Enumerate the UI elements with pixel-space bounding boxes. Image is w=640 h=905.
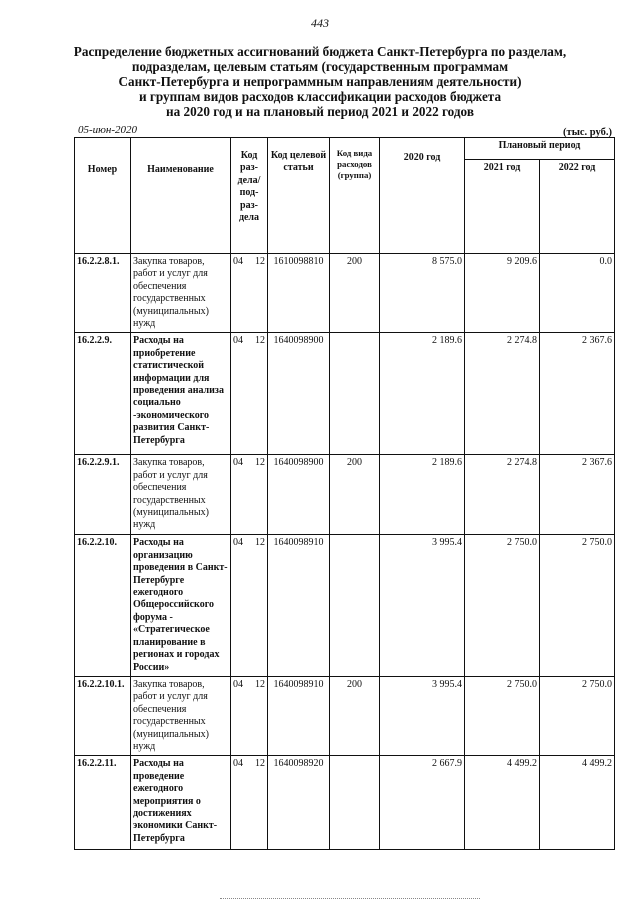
- row-2021: 2 750.0: [465, 535, 540, 676]
- podrazdel-code: 12: [255, 256, 265, 267]
- row-vid: [330, 333, 380, 455]
- row-number: 16.2.2.10.: [75, 535, 131, 676]
- table-row: [75, 333, 615, 455]
- razdel-code: 04: [233, 678, 243, 690]
- row-2020: 2 189.6: [380, 333, 465, 455]
- title-line: на 2020 год и на плановый период 2021 и 2022 годов: [166, 104, 474, 119]
- document-title: [60, 44, 580, 119]
- header-2022: 2022 год: [540, 160, 615, 254]
- table-row: [75, 676, 615, 755]
- row-number: 16.2.2.9.1.: [75, 455, 131, 535]
- table-row: [75, 254, 615, 333]
- row-number: 16.2.2.11.: [75, 756, 131, 850]
- row-vid: 200: [330, 676, 380, 755]
- table-row: [75, 756, 615, 850]
- row-number: 16.2.2.9.: [75, 333, 131, 455]
- row-2020: 3 995.4: [380, 676, 465, 755]
- row-razdel: [231, 333, 268, 455]
- row-statya: 1640098900: [268, 333, 330, 455]
- title-line: Распределение бюджетных ассигнований бюджета Санкт-Петербурга по разделам,: [73, 44, 567, 59]
- row-name: Закупка товаров, работ и услуг для обеспечения государственных (муниципальных) нужд: [131, 676, 231, 755]
- header-planned-period: Плановый период: [465, 138, 615, 160]
- header-name: Наименование: [131, 138, 231, 254]
- table-row: [75, 455, 615, 535]
- row-statya: 1640098910: [268, 535, 330, 676]
- podrazdel-code: 12: [255, 335, 265, 347]
- podrazdel-code: 12: [255, 758, 265, 770]
- title-line: подразделам, целевым статьям (государственным программам: [131, 59, 509, 74]
- razdel-code: 04: [233, 758, 243, 770]
- row-name: Расходы на приобретение статистической информации для проведения анализа социально -экономического развития Санкт-Петербурга: [131, 333, 231, 455]
- razdel-code: 04: [233, 537, 243, 549]
- page-number: 443: [311, 16, 329, 30]
- document-date: 05-июн-2020: [78, 124, 138, 136]
- row-name: Расходы на организацию проведения в Санкт-Петербурге ежегодного Общероссийского форума - «Стратегическое планирование в регионах и городах России»: [131, 535, 231, 676]
- row-vid: 200: [330, 455, 380, 535]
- row-2022: 2 367.6: [540, 455, 615, 535]
- scan-artifact-divider: [220, 898, 480, 900]
- row-statya: 1640098910: [268, 676, 330, 755]
- title-line: Санкт-Петербурга и непрограммным направлениям деятельности): [118, 74, 522, 89]
- budget-table: [74, 137, 615, 850]
- row-2022: 2 750.0: [540, 676, 615, 755]
- row-2022: 4 499.2: [540, 756, 615, 850]
- title-line: и группам видов расходов классификации расходов бюджета: [138, 89, 502, 104]
- row-2020: 8 575.0: [380, 254, 465, 333]
- row-2021: 2 750.0: [465, 676, 540, 755]
- row-2020: 2 189.6: [380, 455, 465, 535]
- header-nomer: Номер: [75, 138, 131, 254]
- header-2021: 2021 год: [465, 160, 540, 254]
- header-vid: Код вида расходов (группа): [330, 138, 380, 254]
- units-label: (тыс. руб.): [563, 127, 612, 138]
- row-statya: 1610098810: [268, 254, 330, 333]
- razdel-code: 04: [233, 457, 243, 469]
- row-2022: 2 750.0: [540, 535, 615, 676]
- row-name: Закупка товаров, работ и услуг для обеспечения государственных (муниципальных) нужд: [131, 254, 231, 333]
- podrazdel-code: 12: [255, 678, 265, 690]
- row-vid: [330, 756, 380, 850]
- row-2021: 2 274.8: [465, 455, 540, 535]
- row-razdel: [231, 254, 268, 333]
- row-2021: 4 499.2: [465, 756, 540, 850]
- row-razdel: [231, 535, 268, 676]
- row-name: Закупка товаров, работ и услуг для обеспечения государственных (муниципальных) нужд: [131, 455, 231, 535]
- row-name: Расходы на проведение ежегодного мероприятия о достижениях экономики Санкт-Петербурга: [131, 756, 231, 850]
- row-2020: 2 667.9: [380, 756, 465, 850]
- row-vid: 200: [330, 254, 380, 333]
- row-2022: 0.0: [540, 254, 615, 333]
- row-razdel: [231, 756, 268, 850]
- row-2020: 3 995.4: [380, 535, 465, 676]
- row-2021: 9 209.6: [465, 254, 540, 333]
- row-statya: 1640098920: [268, 756, 330, 850]
- header-2020: 2020 год: [380, 138, 465, 254]
- podrazdel-code: 12: [255, 537, 265, 549]
- header-razdel: Код раз- дела/ под- раз- дела: [231, 138, 268, 254]
- row-number: 16.2.2.8.1.: [75, 254, 131, 333]
- header-statya: Код целевой статьи: [268, 138, 330, 254]
- row-statya: 1640098900: [268, 455, 330, 535]
- row-razdel: [231, 455, 268, 535]
- row-number: 16.2.2.10.1.: [75, 676, 131, 755]
- razdel-code: 04: [233, 256, 243, 267]
- podrazdel-code: 12: [255, 457, 265, 469]
- razdel-code: 04: [233, 335, 243, 347]
- row-2021: 2 274.8: [465, 333, 540, 455]
- row-razdel: [231, 676, 268, 755]
- row-2022: 2 367.6: [540, 333, 615, 455]
- row-vid: [330, 535, 380, 676]
- table-row: [75, 535, 615, 676]
